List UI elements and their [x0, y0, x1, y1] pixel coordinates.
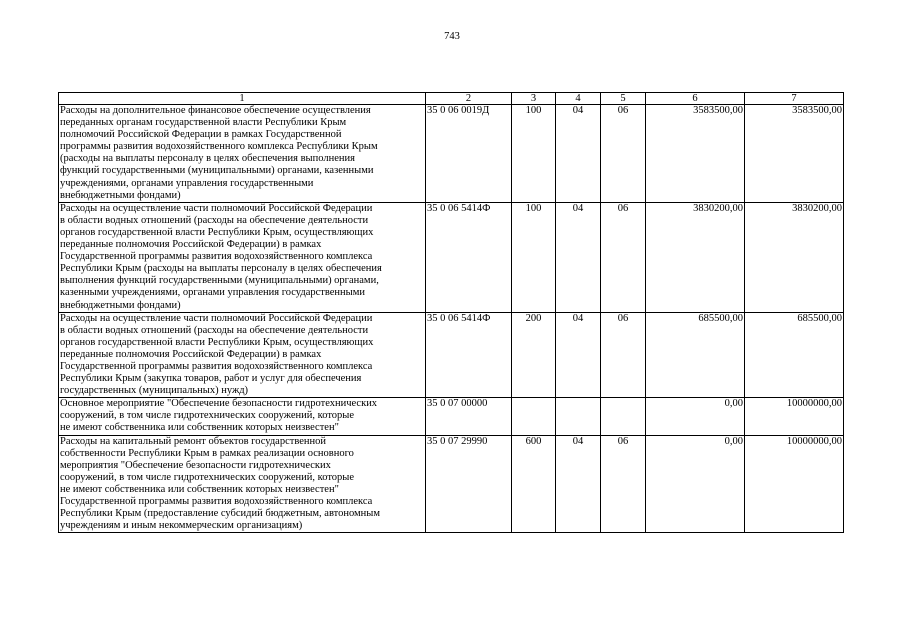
row-col3: 200: [512, 312, 556, 398]
table-row: [59, 312, 844, 398]
row-amount-6: 0,00: [646, 435, 745, 533]
row-code: 35 0 07 29990: [426, 435, 512, 533]
page-number: 743: [444, 31, 460, 42]
table-row: [59, 398, 844, 435]
row-col3: 100: [512, 105, 556, 203]
row-col5: 06: [601, 202, 646, 312]
row-col4: 04: [556, 312, 601, 398]
col-header-6: 6: [646, 93, 745, 105]
col-header-4: 4: [556, 93, 601, 105]
row-amount-6: 685500,00: [646, 312, 745, 398]
row-code: 35 0 07 00000: [426, 398, 512, 435]
budget-table: [58, 92, 844, 533]
col-header-5: 5: [601, 93, 646, 105]
row-code: 35 0 06 5414Ф: [426, 202, 512, 312]
row-amount-7: 10000000,00: [745, 398, 844, 435]
table-row: [59, 105, 844, 203]
row-description: Расходы на осуществление части полномочий Российской Федерации в области водных отношений (расходы на обеспечение деятельности органов государственной власти Республики Крым, осуществляющих переданные полномочия Российской Федерации) в рамках Государственной программы развития водохозяйственного комплекса Республики Крым (расходы на выплаты персоналу в целях обеспечения выполнения функций государственными (муниципальными) органами, казенными учреждениями, органами управления государственными внебюджетными фондами): [59, 202, 426, 312]
row-col5: 06: [601, 105, 646, 203]
row-col5: 06: [601, 312, 646, 398]
row-description: Расходы на дополнительное финансовое обеспечение осуществления переданных органам государственной власти Республики Крым полномочий Российской Федерации в рамках Государственной программы развития водохозяйственного комплекса Республики Крым (расходы на выплаты персоналу в целях обеспечения выполнения функций государственными (муниципальными) органами, казенными учреждениями, органами управления государственными внебюджетными фондами): [59, 105, 426, 203]
col-header-3: 3: [512, 93, 556, 105]
row-code: 35 0 06 5414Ф: [426, 312, 512, 398]
table-row: [59, 202, 844, 312]
row-amount-7: 685500,00: [745, 312, 844, 398]
row-code: 35 0 06 0019Д: [426, 105, 512, 203]
header-row: [59, 93, 844, 105]
row-col4: 04: [556, 202, 601, 312]
row-description: Основное мероприятие "Обеспечение безопасности гидротехнических сооружений, в том числе гидротехнических сооружений, которые не имеют собственника или собственник которых неизвестен": [59, 398, 426, 435]
col-header-7: 7: [745, 93, 844, 105]
row-col4: 04: [556, 435, 601, 533]
row-description: Расходы на капитальный ремонт объектов государственной собственности Республики Крым в рамках реализации основного мероприятия "Обеспечение безопасности гидротехнических сооружений, в том числе гидротехнических сооружений, которые не имеют собственника или собственник которых неизвестен" Государственной программы развития водохозяйственного комплекса Республики Крым (предоставление субсидий бюджетным, автономным учреждениям и иным некоммерческим организациям): [59, 435, 426, 533]
col-header-2: 2: [426, 93, 512, 105]
col-header-1: 1: [59, 93, 426, 105]
row-col4: [556, 398, 601, 435]
table-row: [59, 435, 844, 533]
row-col3: 100: [512, 202, 556, 312]
row-amount-7: 3583500,00: [745, 105, 844, 203]
row-amount-6: 3583500,00: [646, 105, 745, 203]
row-col4: 04: [556, 105, 601, 203]
row-amount-6: 3830200,00: [646, 202, 745, 312]
row-col5: [601, 398, 646, 435]
row-col3: [512, 398, 556, 435]
row-col5: 06: [601, 435, 646, 533]
row-col3: 600: [512, 435, 556, 533]
row-amount-7: 3830200,00: [745, 202, 844, 312]
row-amount-7: 10000000,00: [745, 435, 844, 533]
row-amount-6: 0,00: [646, 398, 745, 435]
row-description: Расходы на осуществление части полномочий Российской Федерации в области водных отношений (расходы на обеспечение деятельности органов государственной власти Республики Крым, осуществляющих переданные полномочия Российской Федерации) в рамках Государственной программы развития водохозяйственного комплекса Республики Крым (закупка товаров, работ и услуг для обеспечения государственных (муниципальных) нужд): [59, 312, 426, 398]
